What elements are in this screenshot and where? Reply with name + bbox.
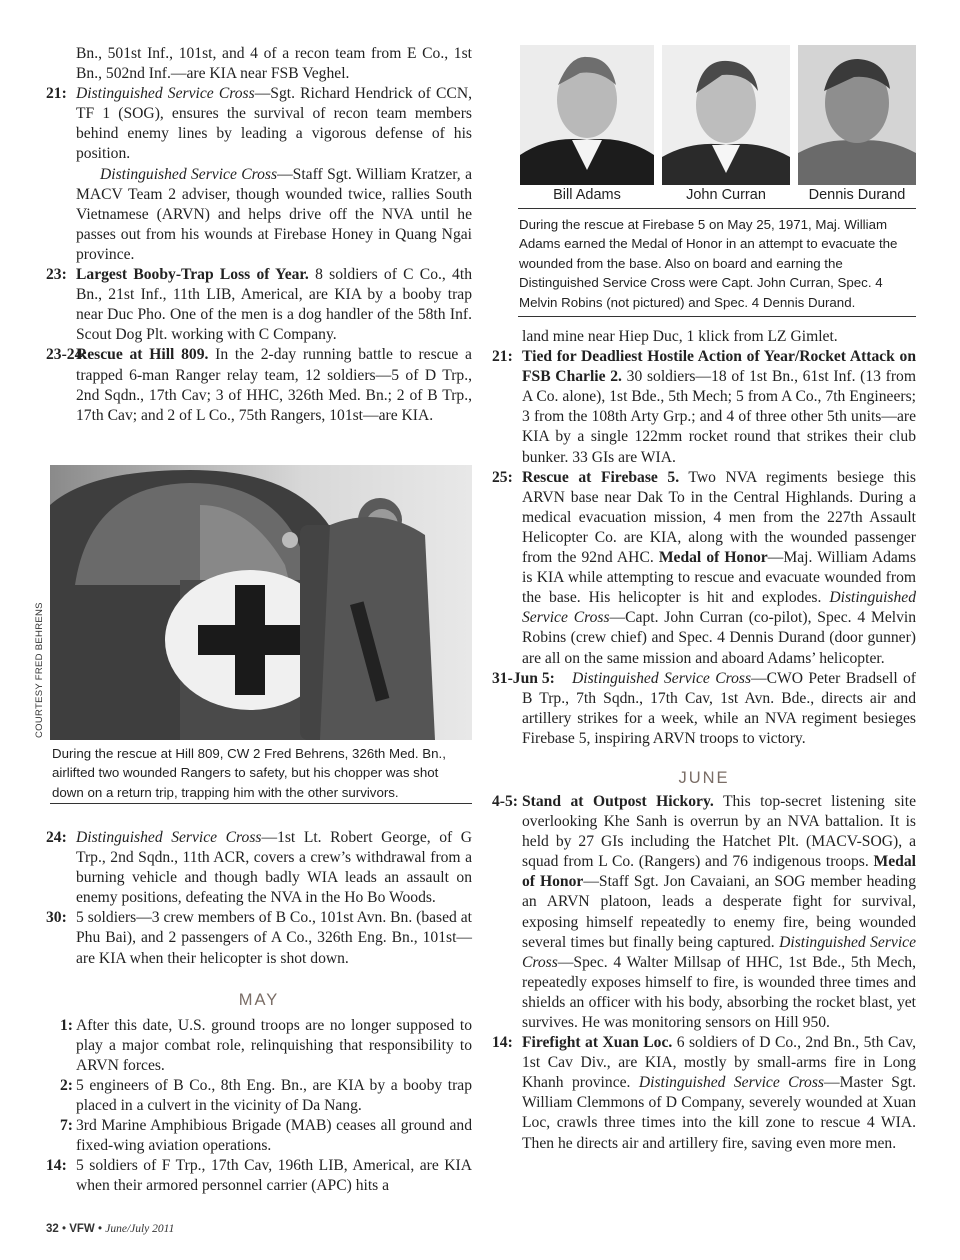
entry-apr-24: 24: Distinguished Service Cross—1st Lt. Robert George, of G Trp., 2nd Sqdn., 11th ACR, covers a crew’s withdrawal from a burning vehicle and though badly WIA leads an assault on enemy positions, defeating the NVA in the Ho Bo Woods. (46, 829, 473, 907)
portraits-caption: During the rescue at Firebase 5 on May 25, 1971, Maj. William Adams earned the Medal of Honor in an attempt to evacuate the wounded from the base. Also on board and earning the Distinguished Service Cross were Capt. John Curran, Spec. 4 Melvin Robins (not pictured) and Spec. 4 Dennis Durand. (519, 217, 898, 310)
entry-may-14-continued: land mine near Hiep Duc, 1 klick from LZ Gimlet. (522, 328, 838, 345)
caption-rule-right (518, 316, 916, 317)
entry-may-25: 25: Rescue at Firebase 5. Two NVA regiments besiege this ARVN base near Dak To in the Central Highlands. During a medical evacuation mission, 4 men from the 227th Assault Helicopter Co. are KIA, along with the wounded passenger from the 92nd AHC. Medal of Honor—Maj. William Adams is KIA while attempting to rescue and evacuate wounded from the base. His helicopter is hit and explodes. Distinguished Service Cross—Capt. John Curran (co-pilot), Spec. 4 Melvin Robins (crew chief) and Spec. 4 Dennis Durand (door gunner) are all on the same mission and aboard Adams’ helicopter. (492, 468, 917, 667)
portrait-dennis-durand-image (798, 45, 916, 185)
helicopter-photo (50, 465, 472, 740)
portrait-name-3: Dennis Durand (808, 187, 906, 203)
portrait-name-1: Bill Adams (553, 187, 621, 203)
entry-may-31: 31-Jun 5: Distinguished Service Cross—CWO Peter Bradsell of B Trp., 7th Sqdn., 17th Cav, 1st Avn. Bde., directs air and artillery strikes for a week, while an NVA regiment besieges Firebase 5, inspiring ARVN troops to victory. (492, 669, 916, 747)
entry-apr-continued: Bn., 501st Inf., 101st, and 4 of a recon team from E Co., 1st Bn., 502nd Inf.—are KIA near FSB Veghel. (76, 45, 472, 83)
issue-date: June/July 2011 (105, 1223, 175, 1235)
entry-jun-14: 14: Firefight at Xuan Loc. 6 soldiers of D Co., 2nd Bn., 5th Cav, 1st Cav Div., are KIA, mostly by small-arms fire in Long Khanh province. Distinguished Service Cross—Master Sgt. William Clemmons of D Company, severely wounded at Xuan Loc, crawls three times into the kill zone to rescue 4 WIA. Then he directs air and artillery fire, saving even more men. (492, 1034, 917, 1152)
portrait-john-curran (662, 45, 790, 185)
portrait-bill-adams (520, 45, 654, 185)
entry-may-21: 21: Tied for Deadliest Hostile Action of Year/Rocket Attack on FSB Charlie 2. 30 soldiers—18 of 1st Bn., 61st Inf. (13 from A Co. alone), 1st Bde., 5th Mech; 5 from A Co., 7th Engineers; 3 from the 108th Arty Grp.; and 4 of three other 5th units—are KIA by a single 122mm rocket round that strikes their club bunker. 33 GIs are WIA. (492, 348, 916, 466)
footer-separator-2: • (98, 1223, 103, 1235)
right-column (492, 327, 916, 1154)
footer-separator-1: • (62, 1223, 67, 1235)
helicopter-photo-caption: During the rescue at Hill 809, CW 2 Fred Behrens, 326th Med. Bn., airlifted two wounded Rangers to safety, but his chopper was shot down on a return trip, trapping him with the other survivors. (52, 746, 446, 800)
entry-may-2: 2: 5 engineers of B Co., 8th Eng. Bn., are KIA by a booby trap placed in a culvert in the vicinity of Da Nang. (60, 1076, 472, 1115)
may-heading: MAY (238, 990, 280, 1009)
left-column (46, 44, 472, 426)
entry-apr-21b: Distinguished Service Cross—Staff Sgt. William Kratzer, a MACV Team 2 adviser, though wounded twice, rallies South Vietnamese (ARVN) and helps drive off the NVA until he passes out from his wounds at Firebase Honey in Quang Ngai province. (76, 165, 472, 263)
entry-apr-23-24: 23-24: Rescue at Hill 809. In the 2-day running battle to rescue a trapped 6-man Ranger relay team, 12 soldiers—5 of D Trp., 2nd Sqdn., 17th Cav; 3 of HHC, 326th Med. Bn.; 2 of B Trp., 17th Cav; and 2 of L Co., 75th Rangers, 101st—are KIA. (46, 346, 472, 424)
entry-may-1: 1: After this date, U.S. ground troops are no longer supposed to play a major combat role, relinquishing that responsibility to ARVN forces. (60, 1016, 472, 1074)
portrait-dennis-durand (798, 45, 916, 185)
caption-rule-left (50, 803, 472, 804)
photo-credit: COURTESY FRED BEHRENS (34, 602, 45, 738)
page-number: 32 (46, 1223, 59, 1235)
entry-jun-4-5: 4-5: Stand at Outpost Hickory. This top-secret listening site overlooking Khe Sanh is overrun by an NVA battalion. It is held by 27 GIs including the Hatchet Plt. (MACV-SOG), a squad from L Co. (Rangers) and 76 indigenous troops. Medal of Honor—Staff Sgt. Jon Cavaiani, an SOG member heading an ARVN platoon, leads a desperate fight for survival, exposing himself repeatedly to enemy fire, being wounded several times but finally being captured. Distinguished Service Cross—Spec. 4 Walter Millsap of HHC, 1st Bde., 5th Mech, repeatedly exposes himself to fire, is wounded three times and shields an officer with his body, absorbing the rocket blast, yet survives. He was monitoring sensors on Hill 950. (492, 792, 916, 1031)
entry-apr-23: 23: Largest Booby-Trap Loss of Year. 8 soldiers of C Co., 4th Bn., 21st Inf., 11th LIB, Americal, are KIA by a booby trap near Duc Pho. One of the men is a dog handler of the 58th Inf. Scout Dog Plt. working with C Company. (46, 266, 472, 344)
portrait-name-2: John Curran (686, 187, 766, 203)
entry-may-14: 14: 5 soldiers of F Trp., 17th Cav, 196th LIB, Americal, are KIA when their armored personnel carrier (APC) hits a (46, 1157, 472, 1195)
page-footer (46, 1223, 174, 1235)
entry-apr-21: 21: Distinguished Service Cross—Sgt. Richard Hendrick of CCN, TF 1 (SOG), ensures the survival of recon team members behind enemy lines by leading a vigorous defense of his position. (46, 85, 472, 163)
entry-may-7: 7: 3rd Marine Amphibious Brigade (MAB) ceases all ground and fixed-wing aviation operations. (60, 1117, 472, 1155)
entry-apr-30: 30: 5 soldiers—3 crew members of B Co., 101st Avn. Bn. (based at Phu Bai), and 2 passengers of A Co., 326th Eng. Bn., 101st—are KIA when their helicopter is shot down. (46, 909, 472, 967)
left-column-bottom (46, 828, 472, 1197)
helicopter-photo-image (50, 465, 472, 740)
names-rule (518, 208, 916, 209)
magazine-name: VFW (69, 1223, 95, 1235)
june-heading: JUNE (678, 768, 730, 787)
portrait-john-curran-image (662, 45, 790, 185)
portrait-bill-adams-image (520, 45, 654, 185)
